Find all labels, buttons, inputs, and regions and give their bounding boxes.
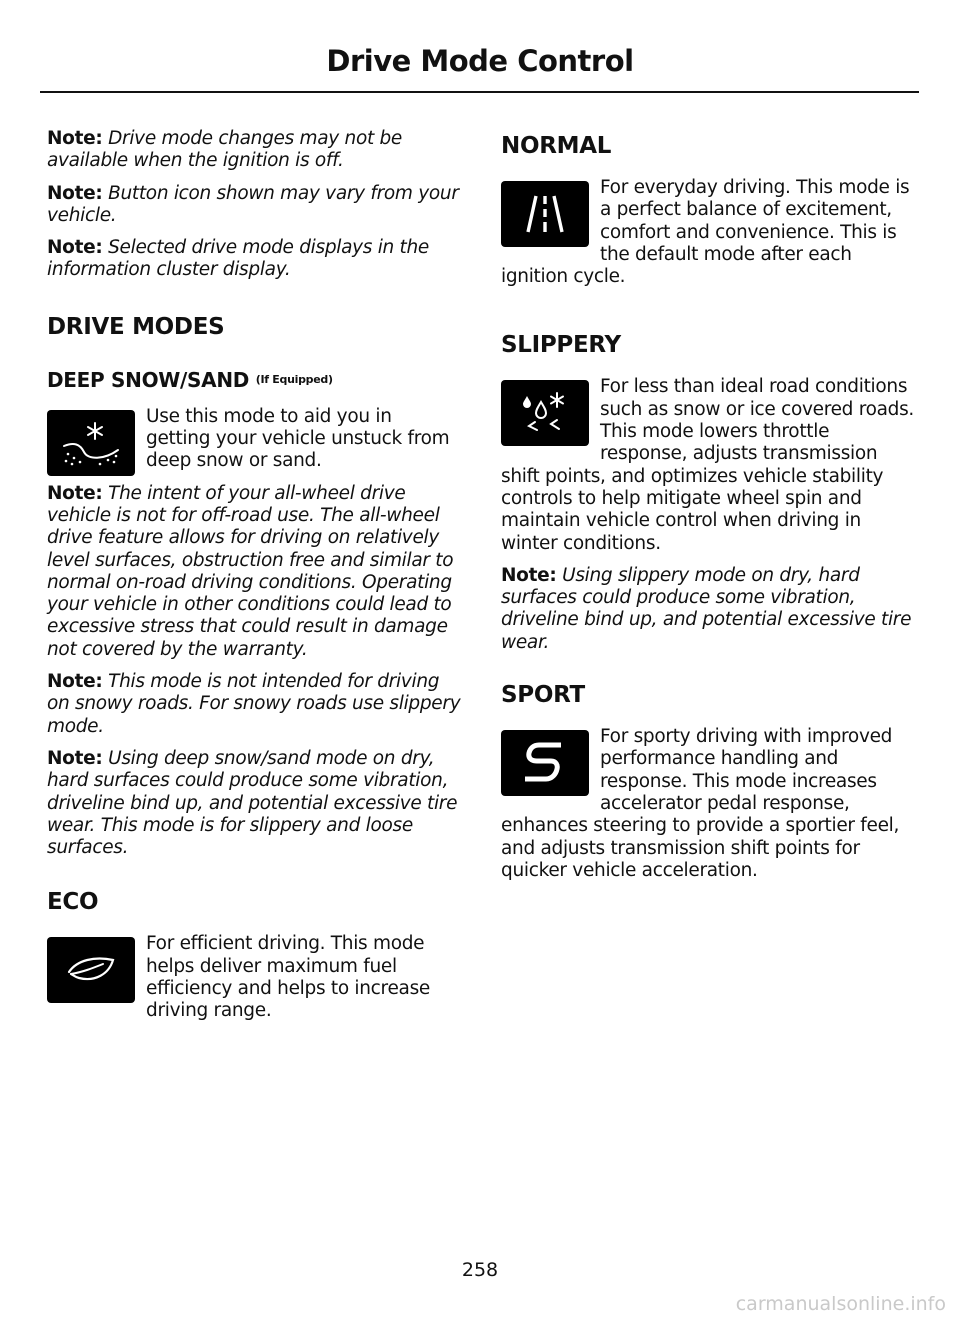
mode-deep-snow-sand xyxy=(47,406,461,483)
note-icon-vary: Note: Button icon shown may vary from your vehicle. xyxy=(47,182,459,226)
mode-eco xyxy=(47,933,461,1032)
eco-leaf-icon xyxy=(47,937,135,1003)
normal-description: For everyday driving. This mode is a perfect balance of excitement, comfort and convenience. This is the default mode after each ignition cycle. xyxy=(501,177,910,288)
mode-normal xyxy=(501,177,915,298)
slippery-description: For less than ideal road conditions such as snow or ice covered roads. This mode lowers throttle response, adjusts transmission shift points, and optimizes vehicle stability controls to help mitigate wheel spin and maintain vehicle control when driving in winter conditions. xyxy=(501,376,915,554)
note-slippery-dry-surfaces: Note: Using slippery mode on dry, hard surfaces could produce some vibration, driveline bind up, and potential excessive tire wear. xyxy=(501,564,912,653)
section-title-drive-modes: DRIVE MODES xyxy=(47,313,225,340)
mode-sport xyxy=(501,726,915,892)
deep-snow-sand-icon xyxy=(47,410,135,476)
note-awd-offroad: Note: The intent of your all-wheel drive vehicle is not for off-road use. The all-wheel drive feature allows for driving on relatively level surfaces, obstruction free and similar to normal on-road driving conditions. Operating your vehicle in other conditions could lead to excessive stress that could result in damage not covered by the warranty. xyxy=(47,482,454,660)
heading-slippery: SLIPPERY xyxy=(501,332,621,359)
right-column xyxy=(501,128,915,892)
eco-description: For efficient driving. This mode helps deliver maximum fuel efficiency and helps to increase driving range. xyxy=(146,933,430,1022)
heading-deep-snow-sand: DEEP SNOW/SAND $^{(If Equipped)}$ xyxy=(47,367,333,392)
header-divider xyxy=(40,91,919,93)
mode-slippery xyxy=(501,376,915,564)
sport-description: For sporty driving with improved performance handling and response. This mode increases accelerator pedal response, enhances steering to provide a sportier feel, and adjusts transmission shift points for quicker vehicle acceleration. xyxy=(501,726,900,881)
note-ignition: Note: Drive mode changes may not be available when the ignition is off. xyxy=(47,128,403,172)
sport-s-icon xyxy=(501,730,589,796)
slippery-icon xyxy=(501,380,589,446)
note-cluster-display: Note: Selected drive mode displays in the information cluster display. xyxy=(47,237,430,281)
heading-normal: NORMAL xyxy=(501,133,612,159)
left-column xyxy=(47,128,461,1033)
note-snowy-roads: Note: This mode is not intended for driving on snowy roads. For snowy roads use slippery mode. xyxy=(47,671,461,737)
page-number: 258 xyxy=(461,1259,499,1281)
heading-eco: ECO xyxy=(47,889,99,916)
deep-snow-sand-description: Use this mode to aid you in getting your vehicle unstuck from deep snow or sand. xyxy=(146,405,450,472)
page-title: Drive Mode Control xyxy=(326,44,634,78)
note-deep-snow-dry-surfaces: Note: Using deep snow/sand mode on dry, hard surfaces could produce some vibration, driveline bind up, and potential excessive tire wear. This mode is for slippery and loose surfaces. xyxy=(47,747,458,859)
normal-road-icon xyxy=(501,181,589,247)
watermark: carmanualsonline.info xyxy=(735,1293,946,1315)
heading-sport: SPORT xyxy=(501,682,585,709)
